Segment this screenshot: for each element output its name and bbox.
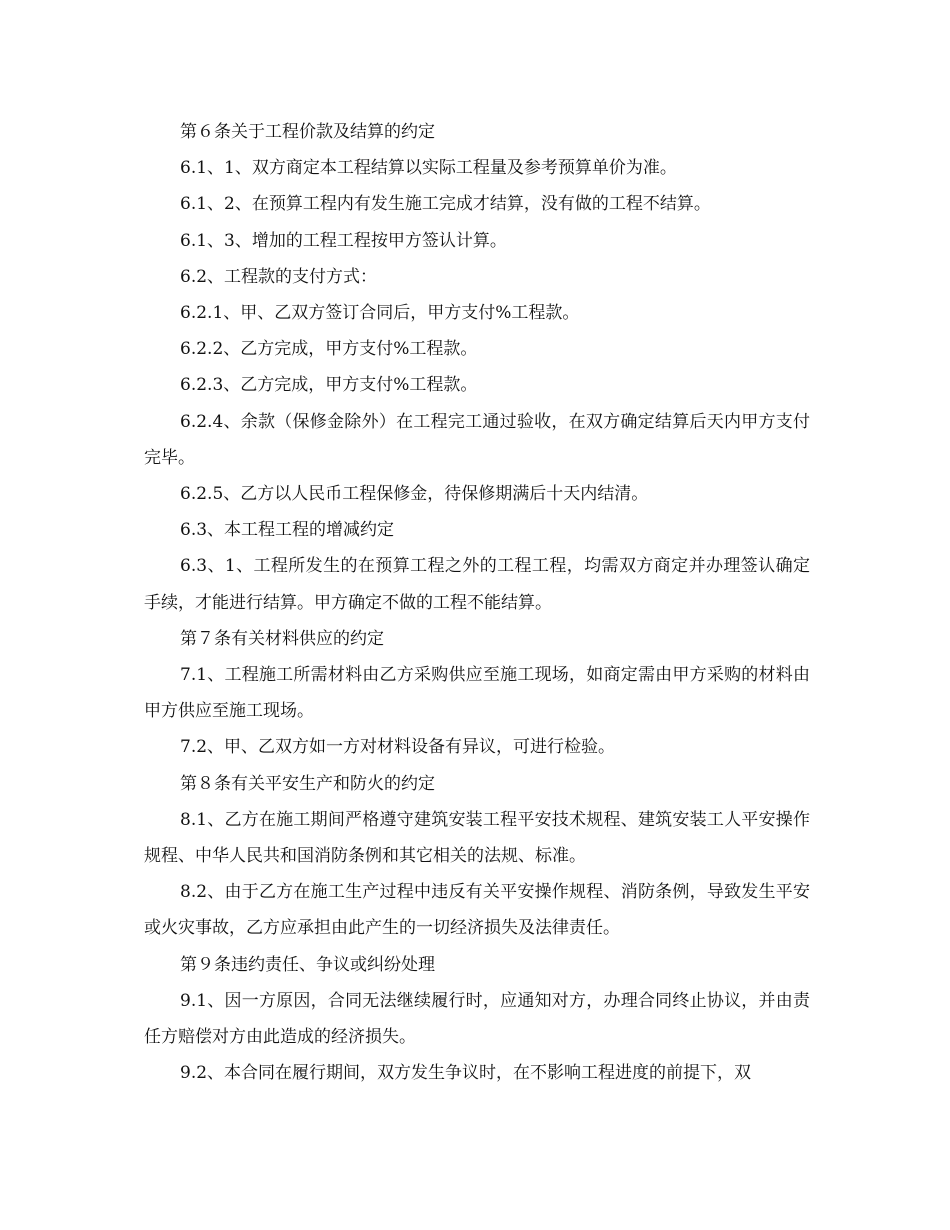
article-7-heading: 第７条有关材料供应的约定 (180, 628, 384, 649)
clause-6-1-3: 6.1、3、增加的工程工程按甲方签认计算。 (180, 230, 507, 251)
clause-9-1: 9.1、因一方原因，合同无法继续履行时，应通知对方，办理合同终止协议，并由责任方赔偿对方由此造成的经济损失。 (144, 990, 810, 1048)
clause-6-2-5: 6.2.5、乙方以人民币工程保修金，待保修期满后十天内结清。 (180, 484, 649, 505)
clause-8-1: 8.1、乙方在施工期间严格遵守建筑安装工程平安技术规程、建筑安装工人平安操作规程、中华人民共和国消防条例和其它相关的法规、标准。 (144, 809, 810, 867)
clause-6-1-2: 6.1、2、在预算工程内有发生施工完成才结算，没有做的工程不结算。 (180, 194, 711, 215)
clause-9-2: 9.2、本合同在履行期间，双方发生争议时，在不影响工程进度的前提下，双 (180, 1063, 752, 1084)
clause-7-2: 7.2、甲、乙双方如一方对材料设备有异议，可进行检验。 (180, 737, 616, 758)
clause-6-3: 6.3、本工程工程的增减约定 (180, 520, 395, 541)
clause-6-2-3: 6.2.3、乙方完成，甲方支付%工程款。 (180, 375, 478, 396)
article-9-heading: 第９条违约责任、争议或纠纷处理 (180, 954, 435, 975)
clause-6-1-1: 6.1、1、双方商定本工程结算以实际工程量及参考预算单价为准。 (180, 158, 677, 179)
clause-8-2: 8.2、由于乙方在施工生产过程中违反有关平安操作规程、消防条例，导致发生平安或火灾事故，乙方应承担由此产生的一切经济损失及法律责任。 (144, 882, 810, 939)
article-8-heading: 第８条有关平安生产和防火的约定 (180, 773, 435, 794)
clause-6-2-2: 6.2.2、乙方完成，甲方支付%工程款。 (180, 339, 478, 360)
clause-6-2-4: 6.2.4、余款（保修金除外）在工程完工通过验收，在双方确定结算后天内甲方支付完毕。 (144, 411, 810, 468)
clause-6-2: 6.2、工程款的支付方式： (180, 266, 378, 287)
clause-7-1: 7.1、工程施工所需材料由乙方采购供应至施工现场，如商定需由甲方采购的材料由甲方供应至施工现场。 (144, 665, 810, 722)
clause-6-2-1: 6.2.1、甲、乙双方签订合同后，甲方支付%工程款。 (180, 303, 580, 324)
clause-6-3-1: 6.3、1、工程所发生的在预算工程之外的工程工程，均需双方商定并办理签认确定手续，才能进行结算。甲方确定不做的工程不能结算。 (144, 556, 810, 613)
article-6-heading: 第６条关于工程价款及结算的约定 (180, 122, 435, 142)
document-body (144, 114, 810, 1091)
